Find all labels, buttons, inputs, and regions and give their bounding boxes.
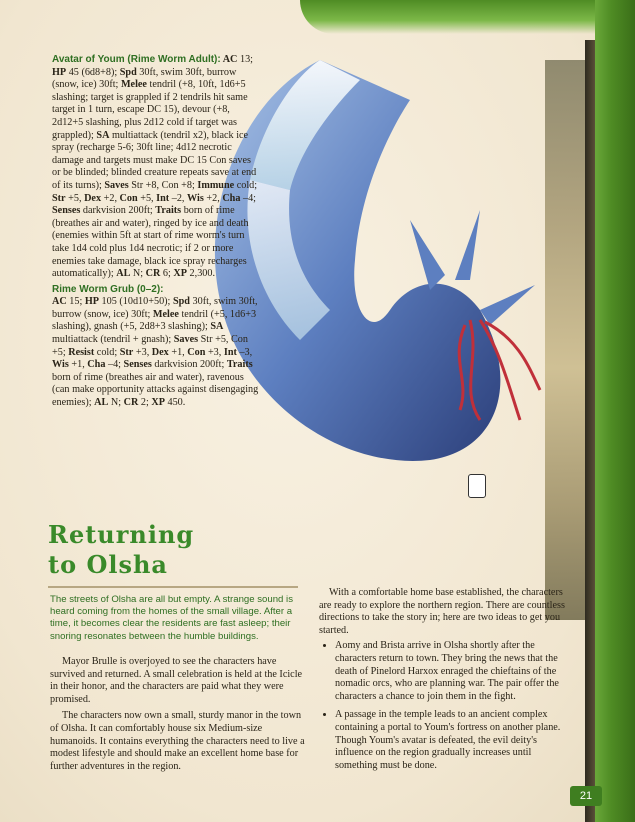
vine-ornament-top bbox=[300, 0, 635, 34]
stat-label: HP bbox=[52, 66, 67, 78]
stat-label: Con bbox=[119, 192, 138, 204]
idea-list bbox=[319, 640, 571, 772]
page-number: 21 bbox=[570, 786, 602, 806]
list-item: • Aomy and Brista arrive in Olsha shortly after the characters return to town. They bring the news that the death of Pinelord Harxox enraged the chieftains of the nomadic orcs, who are planning war. The pair offer the characters a chance to join them in the fight. bbox=[335, 640, 571, 703]
stat-label: Immune bbox=[197, 179, 235, 191]
stat-label: XP bbox=[151, 397, 165, 409]
stat-label: SA bbox=[210, 321, 224, 333]
stat-label: Dex bbox=[151, 346, 169, 358]
green-border bbox=[595, 0, 635, 822]
stat-block-grub bbox=[52, 284, 262, 410]
stat-label: CR bbox=[123, 397, 139, 409]
stat-name: Avatar of Youm (Rime Worm Adult): bbox=[52, 54, 221, 65]
stat-name: Rime Worm Grub (0–2): bbox=[52, 283, 164, 295]
artist-logo-icon bbox=[468, 474, 486, 498]
stat-label: AC bbox=[220, 54, 238, 65]
border-shadow bbox=[585, 40, 595, 822]
stat-label: Str bbox=[52, 192, 66, 204]
stat-text: AC 13; HP 45 (6d8+8); Spd 30ft, swim 30ft, burrow (snow, ice) 30ft; Melee tendril (+8, 10ft, 1d6+5 slashing; target is grappled if 2 tendrils hit same target in 1 turn, escape DC 15), devour (+8, 2d12+5 slashing, plus 2d12 cold if target was grappled); SA multiattack (tendril x2), black ice spray (recharge 5-6; 30ft line; 4d12 necrotic damage and targets must make DC 15 Con saves or be blinded; blinded creature repeats save at end of its turns); Saves Str +8, Con +8; Immune cold; Str +5, Dex +2, Con +5, Int –2, Wis +2, Cha –4; Senses darkvision 200ft; Traits born of rime (breathes air and water), ringed by ice and death (enemies within 5ft at start of rime worm's turn take 1d4 cold plus 1d4 necrotic; if 2 or more enemies take damage, black ice spray recharges automatically); AL N; CR 6; XP 2,300. bbox=[52, 54, 258, 280]
stat-label: Wis bbox=[187, 192, 204, 204]
stat-label: Melee bbox=[152, 308, 179, 320]
stat-label: CR bbox=[145, 268, 161, 280]
stat-label: Spd bbox=[172, 296, 190, 308]
stat-label: Traits bbox=[226, 359, 253, 371]
stat-label: Saves bbox=[173, 334, 199, 346]
column-left bbox=[50, 656, 305, 777]
section-heading bbox=[48, 520, 194, 580]
stat-label: AL bbox=[94, 397, 109, 409]
stat-label: AL bbox=[116, 268, 131, 280]
stat-label: HP bbox=[84, 296, 99, 308]
paragraph: With a comfortable home base established, the characters are ready to explore the northern region. There are countless directions to take the story in; here are two ideas to get you started. bbox=[319, 587, 565, 636]
list-item: • A passage in the temple leads to an ancient complex containing a portal to Youm's fortress on another plane. Though Youm's avatar is defeated, the evil deity's influence on the region gradually increases until something must be done. bbox=[335, 709, 571, 772]
heading-line-2: to Olsha bbox=[48, 550, 168, 579]
stat-label: Senses bbox=[123, 359, 152, 371]
stat-label: Cha bbox=[222, 192, 241, 204]
stat-label: Traits bbox=[155, 205, 182, 217]
stat-label: Wis bbox=[52, 359, 69, 371]
intro-text: The streets of Olsha are all but empty. A strange sound is heard coming from the homes of the small village. After a time, it becomes clear the residents are fast asleep; their snoring resonates between the humble buildings. bbox=[50, 594, 293, 642]
stat-label: Spd bbox=[119, 66, 137, 78]
stat-label: Dex bbox=[84, 192, 102, 204]
stat-label: Melee bbox=[120, 79, 147, 91]
stat-label: Saves bbox=[104, 179, 129, 191]
stat-label: Str bbox=[119, 346, 134, 358]
stat-label: AC bbox=[52, 296, 67, 308]
paragraph: The characters now own a small, sturdy manor in the town of Olsha. It can comfortably house six Medium-size humanoids. It contains everything the characters need to live a modest lifestyle and should make an excellent home base for further adventures in the region. bbox=[50, 710, 305, 772]
stat-label: Resist bbox=[68, 346, 95, 358]
stat-label: Con bbox=[187, 346, 206, 358]
stat-label: SA bbox=[96, 129, 110, 141]
stat-label: Senses bbox=[52, 205, 81, 217]
stat-label: Cha bbox=[87, 359, 106, 371]
stat-label: Int bbox=[156, 192, 170, 204]
stat-text: AC 15; HP 105 (10d10+50); Spd 30ft, swim 30ft, burrow (snow, ice) 30ft; Melee tendril (+5, 1d6+3 slashing), gnash (+5, 2d8+3 slashing); SA multiattack (tendril + gnash); Saves Str +5, Con +5; Resist cold; Str +3, Dex +1, Con +3, Int –3, Wis +1, Cha –4; Senses darkvision 200ft; Traits born of rime (breathes air and water), ravenous (can make opportunity attacks against disengaging enemies); AL N; CR 2; XP 450. bbox=[52, 296, 259, 409]
column-right bbox=[319, 587, 571, 778]
heading-rule bbox=[48, 586, 298, 588]
stat-block-avatar bbox=[52, 54, 262, 281]
stat-block bbox=[52, 54, 262, 410]
paragraph: Mayor Brulle is overjoyed to see the characters have survived and returned. A small celebration is held at the Icicle in their honor, and the characters are paid what they were promised. bbox=[50, 656, 303, 705]
stat-label: Int bbox=[223, 346, 237, 358]
heading-line-1: Returning bbox=[48, 520, 195, 549]
stat-label: XP bbox=[173, 268, 187, 280]
